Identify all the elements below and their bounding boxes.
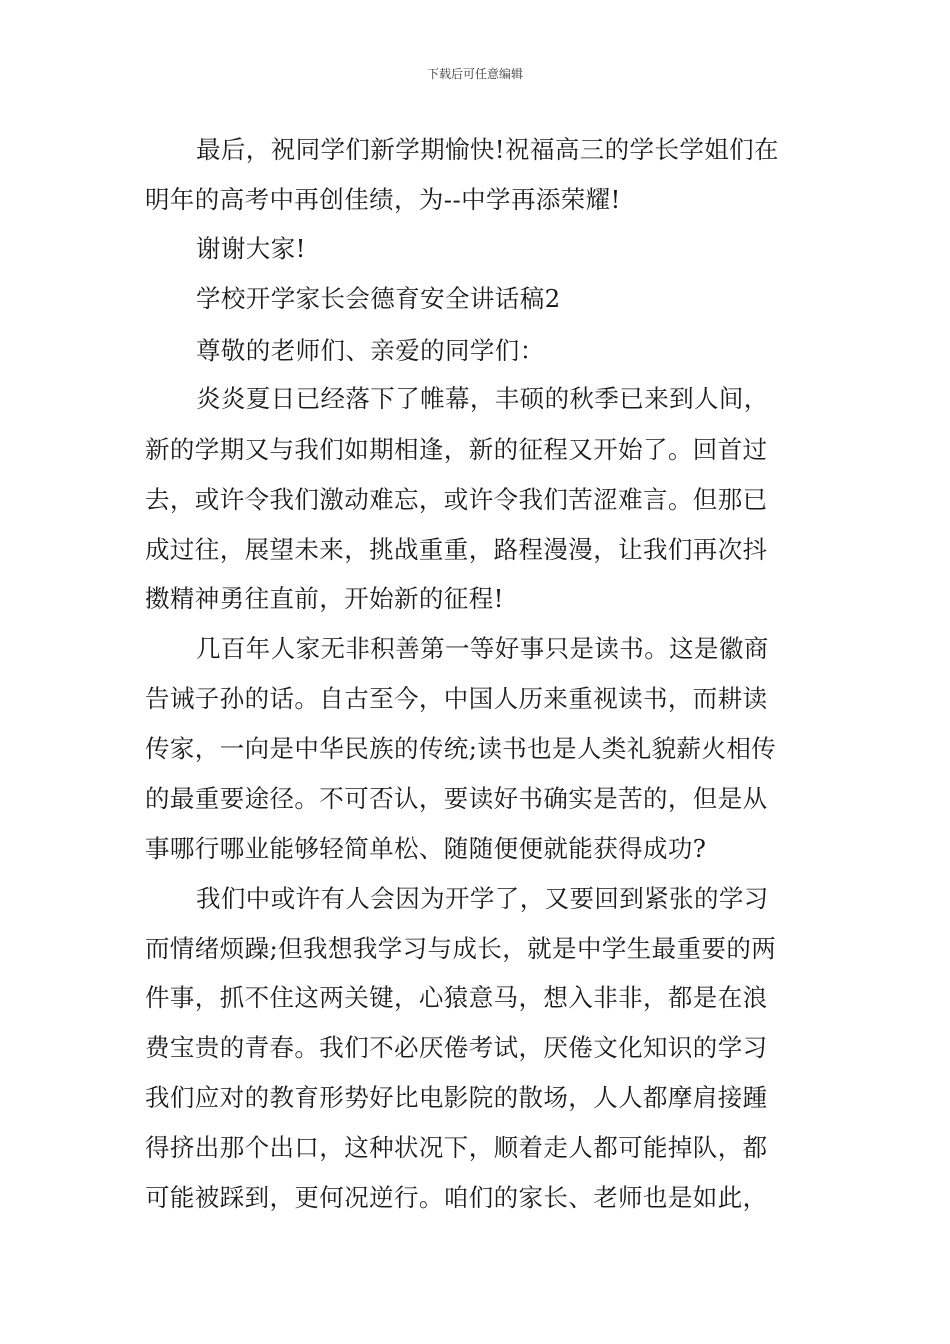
text-line: 最后，祝同学们新学期愉快!祝福高三的学长学姐们在 bbox=[196, 135, 779, 164]
text-line: 可能被踩到，更何况逆行。咱们的家长、老师也是如此， bbox=[145, 1183, 768, 1212]
text-line: 费宝贵的青春。我们不必厌倦考试，厌倦文化知识的学习 bbox=[145, 1033, 768, 1062]
text-line: 件事，抓不住这两关键，心猿意马，想入非非，都是在浪 bbox=[145, 983, 768, 1012]
text-line: 新的学期又与我们如期相逢，新的征程又开始了。回首过 bbox=[145, 435, 768, 464]
text-line: 谢谢大家! bbox=[196, 234, 306, 263]
text-line: 我们应对的教育形势好比电影院的散场，人人都摩肩接踵 bbox=[145, 1083, 768, 1112]
text-line: 几百年人家无非积善第一等好事只是读书。这是徽商 bbox=[196, 634, 769, 663]
text-line: 告诫子孙的话。自古至今，中国人历来重视读书，而耕读 bbox=[145, 684, 768, 713]
text-line: 事哪行哪业能够轻简单松、随随便便就能获得成功? bbox=[145, 834, 707, 863]
text-line: 而情绪烦躁;但我想我学习与成长，就是中学生最重要的两 bbox=[145, 934, 777, 963]
section-title: 学校开学家长会德育安全讲话稿2 bbox=[196, 284, 561, 313]
text-line: 得挤出那个出口，这种状况下，顺着走人都可能掉队，都 bbox=[145, 1133, 768, 1162]
text-line: 去，或许令我们激动难忘，或许令我们苦涩难言。但那已 bbox=[145, 485, 768, 514]
text-line: 成过往，展望未来，挑战重重，路程漫漫，让我们再次抖 bbox=[145, 535, 768, 564]
salutation: 尊敬的老师们、亲爱的同学们： bbox=[196, 336, 545, 365]
text-line: 的最重要途径。不可否认，要读好书确实是苦的，但是从 bbox=[145, 784, 768, 813]
text-line: 炎炎夏日已经落下了帷幕，丰硕的秋季已来到人间， bbox=[196, 384, 769, 413]
text-line: 擞精神勇往直前，开始新的征程! bbox=[145, 584, 504, 613]
text-line: 我们中或许有人会因为开学了，又要回到紧张的学习 bbox=[196, 884, 769, 913]
text-line: 传家，一向是中华民族的传统;读书也是人类礼貌薪火相传 bbox=[145, 734, 777, 763]
text-line: 明年的高考中再创佳绩，为--中学再添荣耀! bbox=[145, 185, 621, 214]
page-header-note: 下载后可任意编辑 bbox=[426, 67, 523, 81]
